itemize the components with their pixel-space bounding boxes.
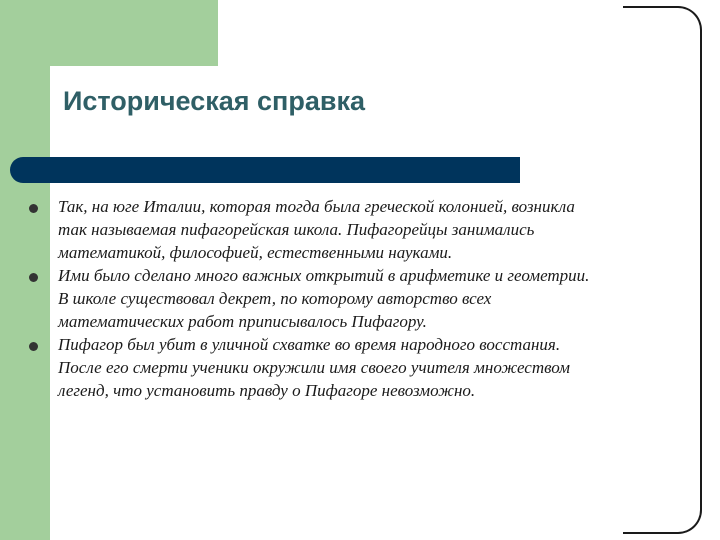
bullet-list bbox=[28, 195, 593, 402]
title-divider-bar bbox=[10, 157, 520, 183]
bullet-text: Пифагор был убит в уличной схватке во время народного восстания. После его смерти ученики окружили имя своего учителя множеством легенд, что установить правду о Пифагоре невозможно. bbox=[58, 335, 570, 400]
bullet-text: Так, на юге Италии, которая тогда была греческой колонией, возникла так называемая пифагорейская школа. Пифагорейцы занимались математикой, философией, естественными науками. bbox=[58, 197, 575, 262]
bullet-dot-icon bbox=[29, 204, 38, 213]
bullet-dot-icon bbox=[29, 342, 38, 351]
right-frame-bracket bbox=[623, 6, 702, 534]
top-accent-block bbox=[50, 0, 218, 66]
bullet-dot-icon bbox=[29, 273, 38, 282]
bullet-item bbox=[28, 333, 593, 402]
slide-title: Историческая справка bbox=[63, 86, 365, 116]
bullet-item bbox=[28, 195, 593, 264]
bullet-item bbox=[28, 264, 593, 333]
bullet-text: Ими было сделано много важных открытий в арифметике и геометрии. В школе существовал декрет, по которому авторство всех математических работ приписывалось Пифагору. bbox=[58, 266, 590, 331]
